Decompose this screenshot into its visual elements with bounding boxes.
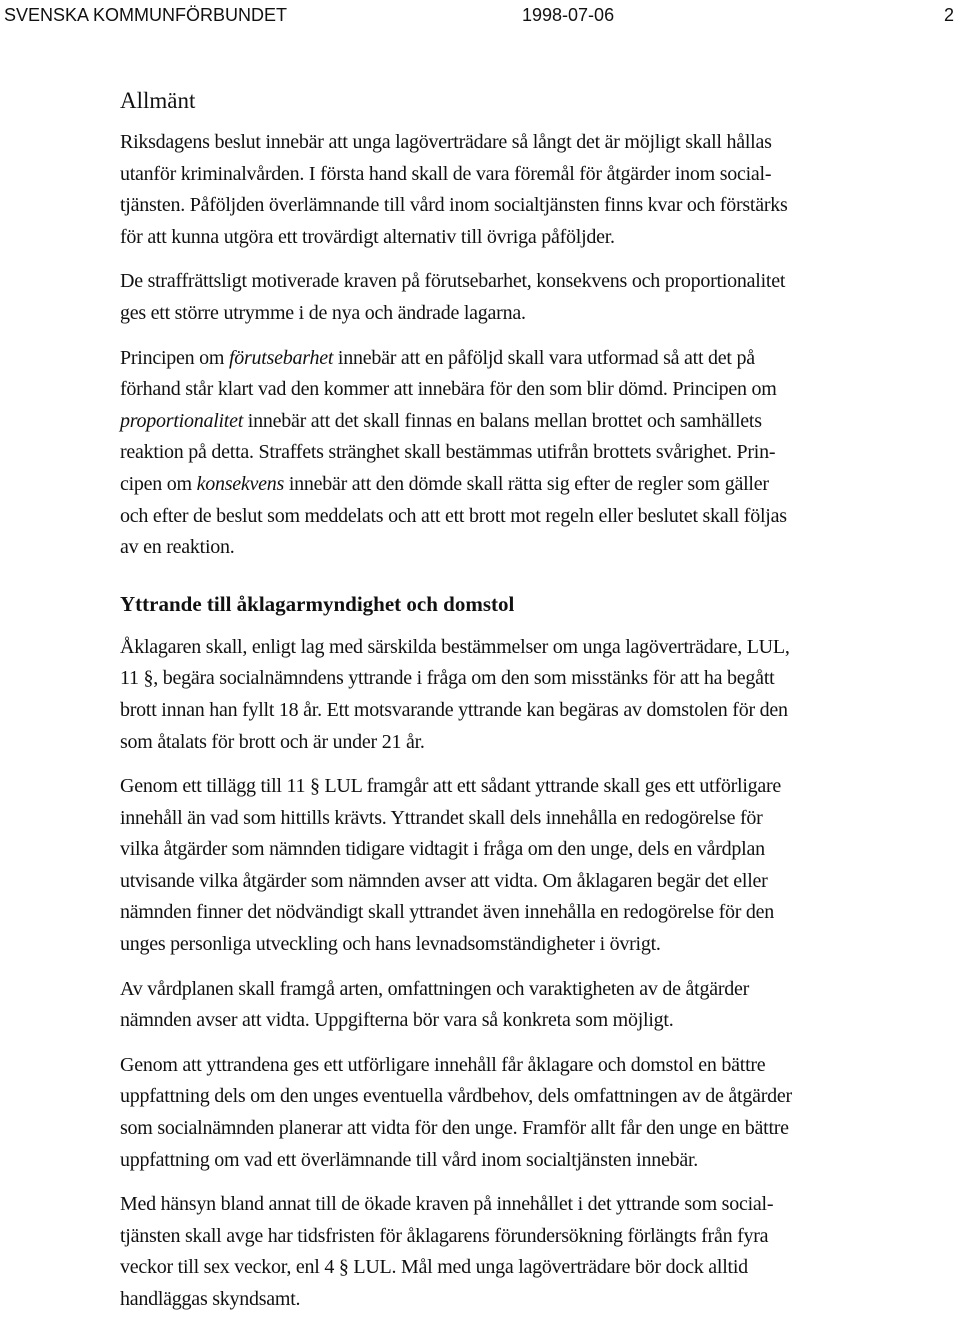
text-run: innebär att den dömde skall rätta sig efter de regler som gäller bbox=[284, 472, 769, 495]
paragraph bbox=[120, 974, 920, 1037]
text-line: Genom ett tillägg till 11 § LUL framgår att ett sådant yttrande skall ges ett utförligare bbox=[120, 775, 782, 798]
page-header bbox=[0, 2, 960, 28]
text-line: handläggas skyndsamt. bbox=[120, 1288, 301, 1310]
text-run: innebär att det skall finnas en balans mellan brottet och samhällets bbox=[243, 409, 762, 432]
text-line: utanför kriminalvården. I första hand skall de vara föremål för åtgärder inom social- bbox=[120, 162, 772, 185]
text-line bbox=[120, 343, 920, 375]
text-line: Riksdagens beslut innebär att unga lagöverträdare så långt det är möjligt skall hållas bbox=[120, 131, 772, 153]
text-line bbox=[120, 406, 920, 438]
paragraph bbox=[120, 1050, 920, 1176]
text-line: tjänsten. Påföljden överlämnande till vård inom socialtjänsten finns kvar och förstärks bbox=[120, 194, 788, 217]
text-line: uppfattning om vad ett överlämnande till vård inom socialtjänsten innebär. bbox=[120, 1148, 699, 1171]
text-line: uppfattning dels om den unges eventuella vårdbehov, dels omfattningen av de åtgärder bbox=[120, 1085, 792, 1108]
text-line: nämnden finner det nödvändigt skall yttrandet även innehålla en redogörelse för den bbox=[120, 901, 775, 924]
emphasized-term: proportionalitet bbox=[120, 409, 244, 432]
text-line: tjänsten skall avge har tidsfristen för åklagarens förundersökning förlängts från fyra bbox=[120, 1224, 769, 1247]
emphasized-term: konsekvens bbox=[196, 472, 285, 495]
section-heading-allmant: Allmänt bbox=[120, 88, 196, 113]
text-line: vilka åtgärder som nämnden tidigare vidtagit i fråga om den unge, dels en vårdplan bbox=[120, 838, 765, 861]
paragraph bbox=[120, 127, 920, 253]
text-line: förhand står klart vad den kommer att innebära för den som blir dömd. Principen om bbox=[120, 378, 777, 401]
text-line: som socialnämnden planerar att vidta för den unge. Framför allt får den unge en bättre bbox=[120, 1117, 789, 1140]
text-run: Principen om bbox=[120, 346, 229, 369]
section-heading-yttrande: Yttrande till åklagarmyndighet och domstol bbox=[120, 591, 515, 616]
text-line: brott innan han fyllt 18 år. Ett motsvarande yttrande kan begäras av domstolen för den bbox=[120, 698, 788, 721]
text-line: och efter de beslut som meddelats och att ett brott mot regeln eller beslutet skall följas bbox=[120, 504, 787, 527]
header-date: 1998-07-06 bbox=[522, 5, 615, 25]
text-run: cipen om bbox=[120, 472, 197, 495]
text-line: för att kunna utgöra ett trovärdigt alternativ till övriga påföljder. bbox=[120, 225, 615, 248]
text-line: unges personliga utveckling och hans levnadsomständigheter i övrigt. bbox=[120, 933, 661, 956]
text-line: Åklagaren skall, enligt lag med särskilda bestämmelser om unga lagöverträdare, LUL, bbox=[120, 635, 790, 658]
section-yttrande bbox=[120, 588, 920, 1316]
text-line: Med hänsyn bland annat till de ökade kraven på innehållet i det yttrande som social- bbox=[120, 1193, 774, 1216]
text-line: veckor till sex veckor, enl 4 § LUL. Mål med unga lagöverträdare bör dock alltid bbox=[120, 1256, 748, 1279]
text-line: av en reaktion. bbox=[120, 536, 235, 559]
text-line: De straffrättsligt motiverade kraven på förutsebarhet, konsekvens och proportionalitet bbox=[120, 270, 786, 293]
document-body bbox=[120, 85, 920, 1329]
text-line: nämnden avser att vidta. Uppgifterna bör vara så konkreta som möjligt. bbox=[120, 1009, 674, 1032]
emphasized-term: förutsebarhet bbox=[228, 346, 334, 369]
page-number: 2 bbox=[943, 5, 954, 25]
text-line: som åtalats för brott och är under 21 år. bbox=[120, 730, 425, 753]
paragraph bbox=[120, 343, 920, 564]
text-line: Genom att yttrandena ges ett utförligare innehåll får åklagare och domstol en bättre bbox=[120, 1053, 766, 1076]
header-organization: SVENSKA KOMMUNFÖRBUNDET bbox=[4, 5, 288, 25]
text-run: innebär att en påföljd skall vara utformad så att det på bbox=[333, 346, 755, 369]
text-line: reaktion på detta. Straffets stränghet skall bestämmas utifrån brottets svårighet. Prin- bbox=[120, 441, 776, 464]
paragraph bbox=[120, 1189, 920, 1315]
section-allmant bbox=[120, 85, 920, 564]
paragraph bbox=[120, 632, 920, 758]
text-line: 11 §, begära socialnämndens yttrande i fråga om den som misstänks för att ha begått bbox=[120, 667, 775, 690]
text-line bbox=[120, 469, 920, 501]
text-line: ges ett större utrymme i de nya och ändrade lagarna. bbox=[120, 301, 526, 324]
paragraph bbox=[120, 266, 920, 329]
text-line: utvisande vilka åtgärder som nämnden avser att vidta. Om åklagaren begär det eller bbox=[120, 869, 768, 892]
text-line: Av vårdplanen skall framgå arten, omfattningen och varaktigheten av de åtgärder bbox=[120, 977, 750, 1000]
text-line: innehåll än vad som hittills krävts. Yttrandet skall dels innehålla en redogörelse för bbox=[120, 806, 763, 829]
paragraph bbox=[120, 771, 920, 961]
